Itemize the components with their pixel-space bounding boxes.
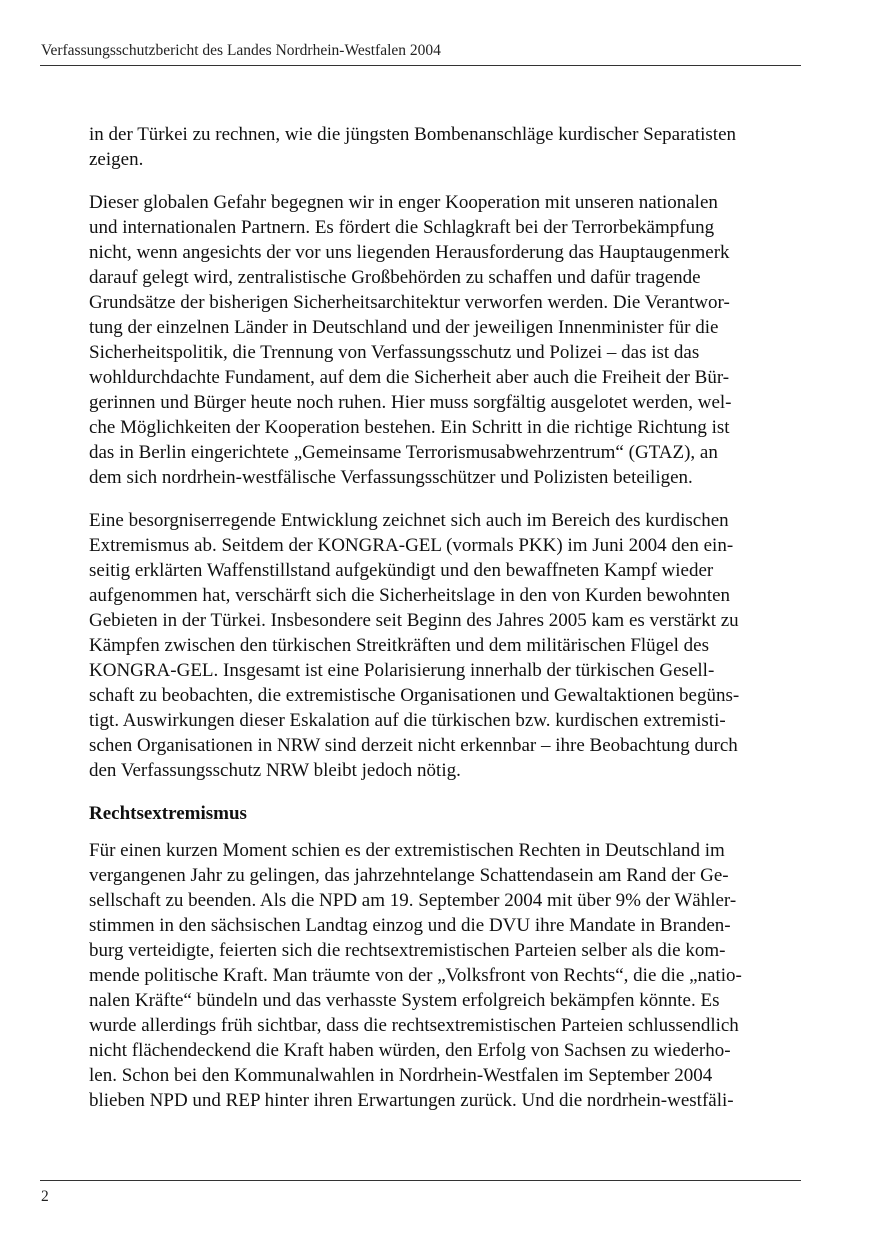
footer-divider bbox=[40, 1180, 801, 1181]
paragraph-1 bbox=[89, 122, 801, 172]
running-header-title: Verfassungsschutzbericht des Landes Nordrhein-Westfalen 2004 bbox=[41, 42, 441, 59]
text-line: Extremismus ab. Seitdem der KONGRA-GEL (vormals PKK) im Juni 2004 den ein- bbox=[89, 535, 734, 556]
text-line: nicht, wenn angesichts der vor uns liegenden Herausforderung das Hauptaugenmerk bbox=[89, 242, 730, 263]
text-line: Kämpfen zwischen den türkischen Streitkräften und dem militärischen Flügel des bbox=[89, 635, 709, 656]
text-line: zeigen. bbox=[89, 149, 144, 170]
text-line: Grundsätze der bisherigen Sicherheitsarchitektur verworfen werden. Die Verantwor- bbox=[89, 292, 730, 313]
paragraph-2 bbox=[89, 190, 801, 490]
text-line: darauf gelegt wird, zentralistische Großbehörden zu schaffen und dafür tragende bbox=[89, 267, 701, 288]
section-heading: Rechtsextremismus bbox=[89, 803, 247, 824]
text-line: burg verteidigte, feierten sich die rechtsextremistischen Parteien selber als die kom- bbox=[89, 940, 726, 961]
text-line: das in Berlin eingerichtete „Gemeinsame Terrorismusabwehrzentrum“ (GTAZ), an bbox=[89, 442, 718, 463]
text-line: tung der einzelnen Länder in Deutschland und der jeweiligen Innenminister für die bbox=[89, 317, 719, 338]
text-line: dem sich nordrhein-westfälische Verfassungsschützer und Polizisten beteiligen. bbox=[89, 467, 693, 488]
text-line: blieben NPD und REP hinter ihren Erwartungen zurück. Und die nordrhein-westfäli- bbox=[89, 1090, 734, 1111]
text-line: Eine besorgniserregende Entwicklung zeichnet sich auch im Bereich des kurdischen bbox=[89, 510, 729, 531]
text-line: Sicherheitspolitik, die Trennung von Verfassungsschutz und Polizei – das ist das bbox=[89, 342, 700, 363]
text-line: nalen Kräfte“ bündeln und das verhasste System erfolgreich bekämpfen könnte. Es bbox=[89, 990, 720, 1011]
text-line: stimmen in den sächsischen Landtag einzog und die DVU ihre Mandate in Branden- bbox=[89, 915, 731, 936]
text-line: den Verfassungsschutz NRW bleibt jedoch nötig. bbox=[89, 760, 461, 781]
text-line: Für einen kurzen Moment schien es der extremistischen Rechten in Deutschland im bbox=[89, 840, 725, 861]
text-line: Gebieten in der Türkei. Insbesondere seit Beginn des Jahres 2005 kam es verstärkt zu bbox=[89, 610, 739, 631]
text-line: schen Organisationen in NRW sind derzeit nicht erkennbar – ihre Beobachtung durch bbox=[89, 735, 738, 756]
text-line: sellschaft zu beenden. Als die NPD am 19. September 2004 mit über 9% der Wähler- bbox=[89, 890, 737, 911]
text-line: Dieser globalen Gefahr begegnen wir in enger Kooperation mit unseren nationalen bbox=[89, 192, 718, 213]
text-line: wohldurchdachte Fundament, auf dem die Sicherheit aber auch die Freiheit der Bür- bbox=[89, 367, 730, 388]
text-line: aufgenommen hat, verschärft sich die Sicherheitslage in den von Kurden bewohnten bbox=[89, 585, 731, 606]
text-line: gerinnen und Bürger heute noch ruhen. Hier muss sorgfältig ausgelotet werden, wel- bbox=[89, 392, 732, 413]
text-line: wurde allerdings früh sichtbar, dass die rechtsextremistischen Parteien schlussendlich bbox=[89, 1015, 739, 1036]
text-line: seitig erklärten Waffenstillstand aufgekündigt und den bewaffneten Kampf wieder bbox=[89, 560, 714, 581]
document-body bbox=[89, 122, 801, 1131]
text-line: mende politische Kraft. Man träumte von der „Volksfront von Rechts“, die die „natio- bbox=[89, 965, 742, 986]
header-divider bbox=[40, 65, 801, 66]
text-line: KONGRA-GEL. Insgesamt ist eine Polarisierung innerhalb der türkischen Gesell- bbox=[89, 660, 715, 681]
section-paragraph bbox=[89, 838, 801, 1113]
text-line: len. Schon bei den Kommunalwahlen in Nordrhein-Westfalen im September 2004 bbox=[89, 1065, 713, 1086]
text-line: und internationalen Partnern. Es fördert die Schlagkraft bei der Terrorbekämpfung bbox=[89, 217, 715, 238]
text-line: schaft zu beobachten, die extremistische Organisationen und Gewaltaktionen begüns- bbox=[89, 685, 740, 706]
text-line: tigt. Auswirkungen dieser Eskalation auf die türkischen bzw. kurdischen extremisti- bbox=[89, 710, 726, 731]
page-number: 2 bbox=[41, 1188, 49, 1205]
text-line: in der Türkei zu rechnen, wie die jüngsten Bombenanschläge kurdischer Separatisten bbox=[89, 124, 737, 145]
paragraph-3 bbox=[89, 508, 801, 783]
text-line: che Möglichkeiten der Kooperation bestehen. Ein Schritt in die richtige Richtung ist bbox=[89, 417, 730, 438]
text-line: nicht flächendeckend die Kraft haben würden, den Erfolg von Sachsen zu wiederho- bbox=[89, 1040, 731, 1061]
text-line: vergangenen Jahr zu gelingen, das jahrzehntelange Schattendasein am Rand der Ge- bbox=[89, 865, 729, 886]
